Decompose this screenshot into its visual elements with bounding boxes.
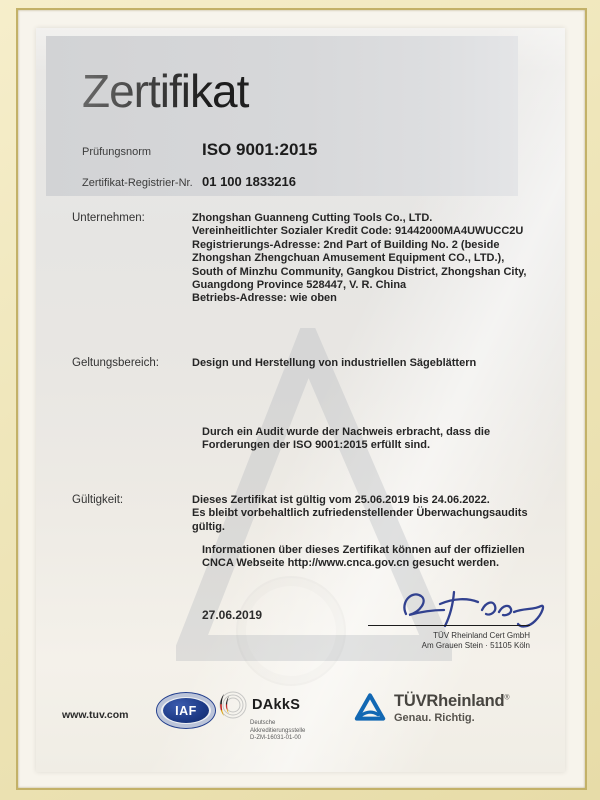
frame-mat (36, 28, 565, 772)
frame-gold-bead (16, 8, 587, 790)
validity-section (36, 494, 565, 534)
register-row (82, 174, 518, 189)
tuv-triangle-icon (354, 692, 386, 722)
company-line: Guangdong Province 528447, V. R. China (192, 279, 407, 292)
issuer-block (330, 631, 530, 651)
company-name: Zhongshan Guanneng Cutting Tools Co., LTD. (192, 212, 433, 224)
dakks-subtext (250, 720, 354, 743)
header-band (46, 36, 518, 196)
company-line: Zhongshan Zhengchuan Amusement Equipment CO., LTD.), (192, 252, 505, 265)
norm-row (82, 140, 518, 160)
info-line: CNCA Webseite http://www.cnca.gov.cn gesucht werden. (202, 557, 500, 570)
audit-statement (202, 426, 490, 453)
company-line: South of Minzhu Community, Gangkou District, Zhongshan City, (192, 265, 527, 278)
scope-label: Geltungsbereich: (72, 357, 159, 369)
norm-value: ISO 9001:2015 (202, 140, 318, 159)
dakks-label: DAkkS (252, 697, 301, 713)
registered-mark: ® (504, 694, 510, 702)
tuv-brand-text (394, 692, 509, 711)
tuv-website: www.tuv.com (62, 709, 129, 721)
validity-label: Gültigkeit: (72, 494, 124, 506)
company-line: Registrierungs-Adresse: 2nd Part of Building No. 2 (beside (192, 238, 500, 251)
register-label: Zertifikat-Registrier-Nr. (82, 177, 193, 189)
company-label: Unternehmen: (72, 212, 145, 224)
dakks-sub-line: D-ZM-16031-01-00 (250, 735, 302, 741)
company-line: Betriebs-Adresse: wie oben (192, 292, 337, 305)
tuv-rheinland-logo (354, 692, 509, 724)
norm-label: Prüfungsnorm (82, 146, 152, 158)
cnca-info (202, 544, 525, 571)
validity-line: gültig. (192, 520, 225, 533)
company-line: Vereinheitlichter Sozialer Kredit Code: 91442000MA4UWUCC2U (192, 225, 524, 238)
validity-line: Dieses Zertifikat ist gültig vom 25.06.2019 bis 24.06.2022. (192, 494, 490, 506)
scope-section (36, 357, 565, 370)
issuer-address: Am Grauen Stein · 51105 Köln (421, 641, 530, 650)
dakks-sub-line: Akkreditierungsstelle (250, 727, 306, 734)
tuv-slogan: Genau. Richtig. (394, 712, 475, 724)
issuer-name: TÜV Rheinland Cert GmbH (433, 631, 530, 640)
validity-value (192, 494, 529, 534)
company-section (36, 212, 565, 306)
dakks-logo (214, 690, 354, 743)
dakks-flag-icon (214, 690, 248, 720)
dakks-sub-line: Deutsche (250, 720, 276, 726)
audit-line: Forderungen der ISO 9001:2015 erfüllt sind. (202, 439, 431, 452)
scope-value: Design und Herstellung von industriellen Sägeblättern (192, 357, 477, 369)
certificate-paper (36, 28, 565, 772)
tuv-brand-name: TÜVRheinland (394, 692, 505, 710)
iaf-logo (156, 692, 216, 729)
audit-line: Durch ein Audit wurde der Nachweis erbracht, dass die (202, 426, 491, 438)
company-value (192, 212, 529, 306)
register-value: 01 100 1833216 (202, 174, 296, 189)
validity-line: Es bleibt vorbehaltlich zufriedenstellender Überwachungsaudits (192, 507, 528, 520)
signature-line (368, 625, 530, 626)
info-line: Informationen über dieses Zertifikat können auf der offiziellen (202, 544, 525, 556)
certificate-title: Zertifikat (82, 64, 518, 118)
issue-date: 27.06.2019 (202, 608, 263, 622)
iaf-label: IAF (163, 698, 209, 723)
